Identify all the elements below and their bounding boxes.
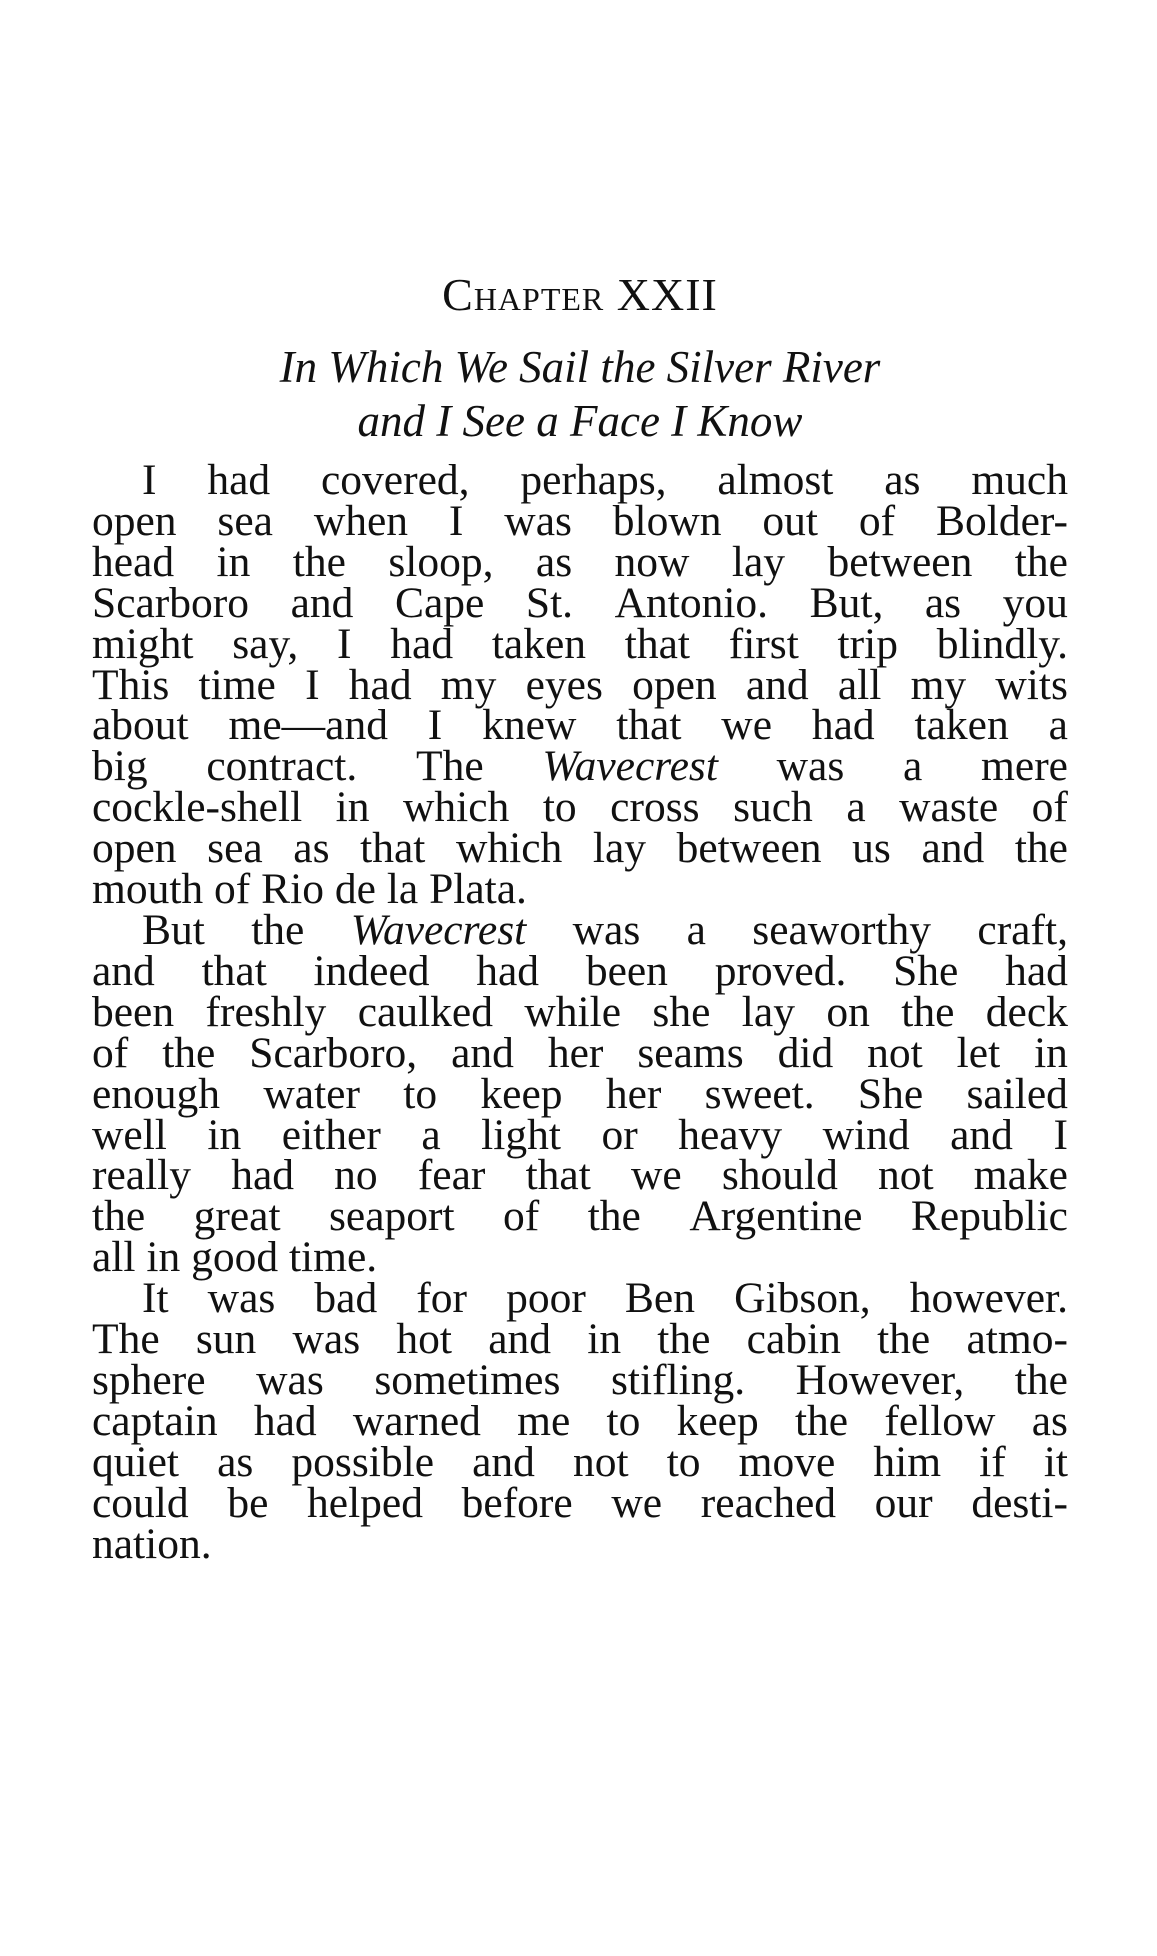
word: really — [92, 1151, 192, 1200]
word: as — [217, 1437, 254, 1486]
word: as — [1031, 1396, 1068, 1445]
word: This — [92, 660, 170, 709]
word: of — [1031, 783, 1068, 832]
word: her — [547, 1028, 604, 1077]
word: that — [360, 824, 426, 873]
word: Gibson, — [734, 1274, 871, 1323]
word: fellow — [884, 1396, 996, 1445]
word: cockle-shell — [92, 783, 303, 832]
word: Ben — [624, 1274, 695, 1323]
word: could — [92, 1478, 189, 1527]
word: wind — [822, 1110, 910, 1159]
word: She — [857, 1069, 924, 1118]
word: caulked — [357, 987, 493, 1036]
word: keep — [676, 1396, 759, 1445]
word: in — [207, 1110, 242, 1159]
word: first — [728, 619, 799, 668]
chapter-subtitle-line-1: In Which We Sail the Silver River — [279, 342, 881, 392]
word: perhaps, — [520, 456, 667, 504]
word: the — [292, 537, 346, 586]
word: we — [630, 1151, 682, 1200]
word: the — [1014, 824, 1068, 873]
word: a — [1048, 701, 1068, 750]
word: and — [488, 1315, 552, 1364]
word: had — [811, 701, 875, 750]
text-line — [92, 1110, 1068, 1159]
word: But, — [809, 578, 884, 627]
chapter-subtitle-line-2: and I See a Face I Know — [357, 396, 803, 446]
word: a — [846, 783, 866, 832]
word: in — [216, 537, 251, 586]
word: that — [525, 1151, 591, 1200]
word: I — [448, 496, 464, 545]
word: She — [893, 946, 959, 995]
word: The — [416, 742, 484, 791]
word: blown — [612, 496, 722, 545]
word: lay — [592, 824, 647, 873]
word: quiet — [92, 1437, 179, 1486]
word: was — [504, 496, 572, 545]
text-line — [92, 783, 1068, 832]
word: was — [572, 905, 641, 954]
word: sea — [217, 496, 273, 545]
word: had — [1005, 946, 1068, 995]
word: me — [517, 1396, 571, 1445]
word: my — [440, 660, 497, 709]
word: between — [676, 824, 822, 873]
word: and — [921, 824, 985, 873]
word: which — [455, 824, 563, 873]
word: that — [624, 619, 690, 668]
word: not — [573, 1437, 629, 1486]
text-line — [92, 946, 1068, 995]
word: wits — [995, 660, 1068, 709]
word: blindly. — [936, 619, 1068, 668]
word: and — [92, 946, 155, 995]
word: open — [92, 824, 177, 873]
word: however. — [909, 1274, 1068, 1323]
text-line — [92, 537, 1068, 586]
text-line — [92, 1192, 1068, 1241]
chapter-heading: Chapter XXII — [442, 269, 718, 320]
word: a — [421, 1110, 441, 1159]
word: all — [837, 660, 882, 709]
word: and — [745, 660, 809, 709]
word: me—and — [228, 701, 388, 750]
word: desti- — [971, 1478, 1068, 1527]
word: and — [950, 1110, 1013, 1159]
word: move — [738, 1437, 836, 1486]
word: Cape — [394, 578, 485, 627]
word: it — [1043, 1437, 1068, 1486]
word: the — [657, 1315, 711, 1364]
word: keep — [480, 1069, 563, 1118]
word: which — [403, 783, 510, 832]
word: now — [614, 537, 690, 586]
ship-name: Wavecrest — [542, 742, 718, 791]
word: of — [92, 1028, 129, 1077]
word: craft, — [977, 905, 1068, 954]
word: head — [92, 537, 175, 586]
ship-name: Wavecrest — [350, 905, 527, 954]
word: had — [348, 660, 412, 709]
word: had — [476, 946, 540, 995]
word: cross — [610, 783, 700, 832]
word: contract. — [206, 742, 358, 791]
word: trip — [837, 619, 898, 668]
word: the — [794, 1396, 849, 1445]
word: I — [305, 660, 320, 709]
word: seams — [637, 1028, 744, 1077]
word: either — [281, 1110, 381, 1159]
word: not — [878, 1151, 934, 1200]
word: let — [956, 1028, 1001, 1077]
word: poor — [506, 1274, 586, 1323]
word: taken — [914, 701, 1009, 750]
word: big — [92, 742, 148, 791]
word: the — [587, 1192, 641, 1241]
word: helped — [307, 1478, 423, 1527]
word: had — [390, 619, 454, 668]
word: before — [461, 1478, 573, 1527]
word: Bolder- — [935, 496, 1068, 545]
word: out — [762, 496, 818, 545]
word: in — [335, 783, 370, 832]
word: sun — [195, 1315, 257, 1364]
word: heavy — [678, 1110, 783, 1159]
word: our — [874, 1478, 933, 1527]
word: the — [901, 987, 955, 1036]
text-line — [92, 456, 1068, 504]
word: as — [293, 824, 330, 873]
word: seaport — [328, 1192, 455, 1241]
word: the — [1014, 1355, 1068, 1404]
word: for — [416, 1274, 468, 1323]
word: freshly — [205, 987, 327, 1036]
word: be — [227, 1478, 269, 1527]
text-line — [92, 496, 1068, 545]
word: had — [253, 1396, 317, 1445]
text-line — [92, 1274, 1068, 1323]
text-line — [92, 1028, 1068, 1077]
word: captain — [92, 1396, 218, 1445]
word: fear — [417, 1151, 486, 1200]
word: However, — [795, 1355, 965, 1404]
text-line — [92, 742, 1068, 791]
word: lay — [731, 537, 786, 586]
word: water — [263, 1069, 360, 1118]
word: the — [92, 1192, 146, 1241]
word: between — [827, 537, 973, 586]
text-line — [92, 1437, 1068, 1486]
word: lay — [741, 987, 795, 1036]
paragraph — [92, 456, 1068, 914]
text-line — [92, 1355, 1068, 1404]
book-page — [92, 268, 1068, 1568]
word: we — [611, 1478, 663, 1527]
word: a — [903, 742, 923, 791]
word: The — [92, 1315, 160, 1364]
word: on — [826, 987, 870, 1036]
word: I — [1053, 1110, 1068, 1159]
word: proved. — [714, 946, 847, 995]
word: the — [1014, 537, 1068, 586]
word: deck — [985, 987, 1068, 1036]
text-line — [92, 1315, 1068, 1364]
word: as — [535, 537, 573, 586]
word: as — [924, 578, 962, 627]
word: I — [427, 701, 443, 750]
word: had — [231, 1151, 294, 1200]
word: about — [92, 701, 189, 750]
word: not — [867, 1028, 923, 1077]
paragraph — [92, 1274, 1068, 1568]
word: if — [979, 1437, 1006, 1486]
word: seaworthy — [752, 905, 932, 954]
word: sea — [207, 824, 263, 873]
text-line — [92, 987, 1068, 1036]
word: stifling. — [610, 1355, 746, 1404]
word: I — [337, 619, 352, 668]
word: had — [207, 456, 271, 504]
word: Scarboro, — [249, 1028, 418, 1077]
word: covered, — [321, 456, 470, 504]
word: St. — [525, 578, 574, 627]
text-line — [92, 1069, 1068, 1118]
word: knew — [482, 701, 577, 750]
word: her — [605, 1069, 662, 1118]
word: the — [162, 1028, 216, 1077]
word: great — [193, 1192, 281, 1241]
word: in — [587, 1315, 622, 1364]
word: been — [92, 987, 175, 1036]
word: sweet. — [704, 1069, 815, 1118]
word: much — [971, 456, 1068, 504]
word: the — [877, 1315, 931, 1364]
text-line: nation. — [92, 1519, 212, 1568]
word: as — [884, 456, 921, 504]
text-line — [92, 1478, 1068, 1527]
text-line — [92, 824, 1068, 873]
word: the — [251, 905, 305, 954]
word: she — [652, 987, 711, 1036]
word: enough — [92, 1069, 221, 1118]
word: sphere — [92, 1355, 206, 1404]
word: bad — [314, 1274, 378, 1323]
word: hot — [396, 1315, 452, 1364]
text-line — [92, 578, 1068, 627]
word: cabin — [746, 1315, 841, 1364]
word: to — [606, 1396, 641, 1445]
chapter-subtitle — [92, 340, 1068, 448]
word: taken — [491, 619, 587, 668]
word: light — [481, 1110, 561, 1159]
word: But — [142, 905, 205, 954]
word: make — [973, 1151, 1068, 1200]
word: you — [1002, 578, 1068, 627]
word: did — [777, 1028, 834, 1077]
word: no — [334, 1151, 378, 1200]
word: well — [92, 1110, 167, 1159]
word: should — [721, 1151, 838, 1200]
chapter-body — [92, 456, 1068, 1568]
word: of — [858, 496, 896, 545]
word: to — [542, 783, 577, 832]
word: atmo- — [966, 1315, 1068, 1364]
word: was — [256, 1355, 324, 1404]
word: us — [852, 824, 891, 873]
text-line — [92, 1151, 1068, 1200]
word: might — [92, 619, 194, 668]
word: a — [686, 905, 706, 954]
word: and — [290, 578, 354, 627]
word: was — [776, 742, 845, 791]
word: was — [292, 1315, 361, 1364]
text-line — [92, 905, 1068, 954]
word: was — [207, 1274, 276, 1323]
word: of — [503, 1192, 540, 1241]
word: It — [142, 1274, 169, 1323]
word: Republic — [910, 1192, 1068, 1241]
word: almost — [717, 456, 834, 504]
word: I — [142, 456, 157, 504]
word: him — [873, 1437, 942, 1486]
word: that — [616, 701, 682, 750]
text-line — [92, 619, 1068, 668]
text-line — [92, 1396, 1068, 1445]
word: to — [666, 1437, 701, 1486]
word: Argentine — [689, 1192, 863, 1241]
word: while — [524, 987, 622, 1036]
word: and — [472, 1437, 535, 1486]
word: and — [451, 1028, 514, 1077]
word: to — [403, 1069, 438, 1118]
word: possible — [291, 1437, 435, 1486]
word: waste — [899, 783, 999, 832]
word: mere — [981, 742, 1068, 791]
word: that — [201, 946, 267, 995]
word: say, — [232, 619, 299, 668]
text-line: mouth of Rio de la Plata. — [92, 865, 527, 914]
word: reached — [700, 1478, 836, 1527]
word: sloop, — [388, 537, 494, 586]
word: sometimes — [374, 1355, 561, 1404]
word: warned — [352, 1396, 481, 1445]
text-line — [92, 701, 1068, 750]
word: my — [910, 660, 967, 709]
word: open — [92, 496, 177, 545]
word: when — [313, 496, 409, 545]
word: eyes — [525, 660, 603, 709]
text-line — [92, 660, 1068, 709]
paragraph — [92, 905, 1068, 1282]
word: such — [733, 783, 813, 832]
word: or — [601, 1110, 638, 1159]
word: sailed — [966, 1069, 1068, 1118]
text-line: all in good time. — [92, 1233, 378, 1282]
word: in — [1034, 1028, 1068, 1077]
word: Antonio. — [614, 578, 769, 627]
word: time — [198, 660, 276, 709]
word: open — [632, 660, 717, 709]
word: indeed — [313, 946, 430, 995]
word: we — [721, 701, 773, 750]
word: Scarboro — [92, 578, 250, 627]
word: been — [585, 946, 668, 995]
